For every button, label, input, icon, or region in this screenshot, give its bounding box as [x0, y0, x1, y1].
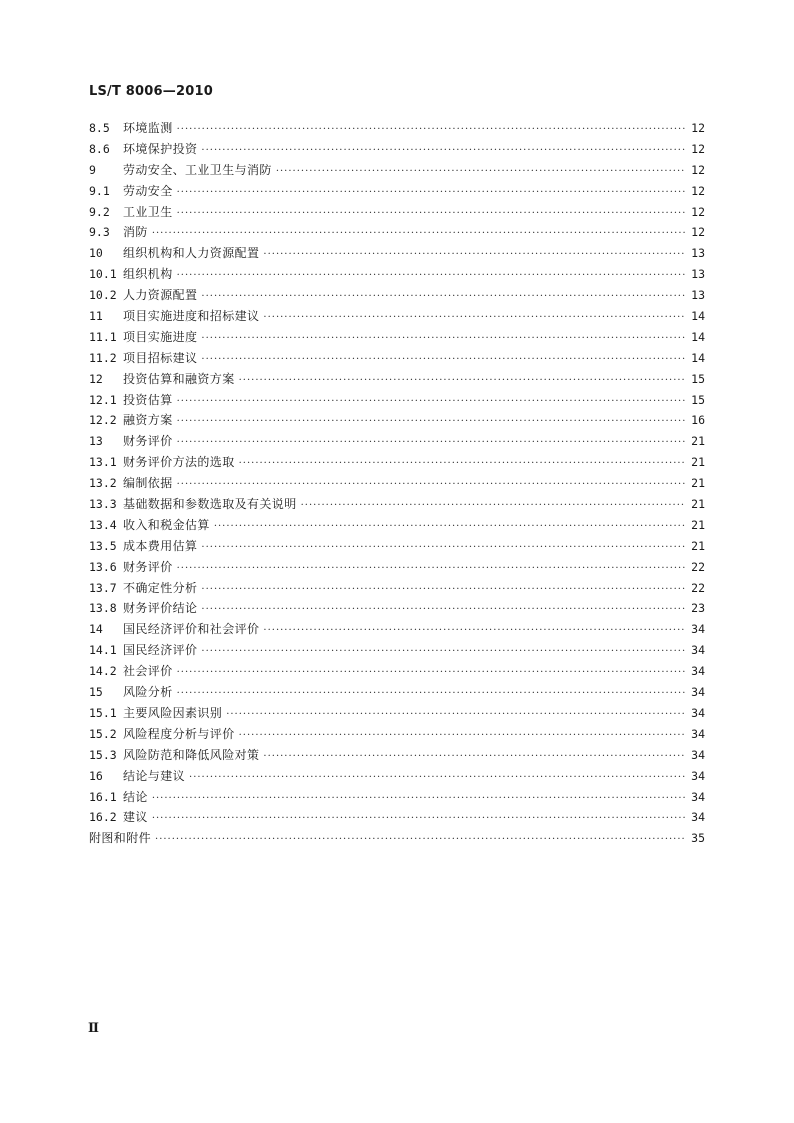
toc-entry[interactable]	[89, 766, 705, 787]
toc-entry[interactable]	[89, 306, 705, 327]
toc-entry-number: 14	[89, 622, 103, 637]
toc-entry[interactable]	[89, 181, 705, 202]
toc-entry-title: 项目招标建议	[123, 350, 198, 365]
toc-entry-title: 组织机构	[123, 267, 173, 282]
toc-entry-page: 34	[691, 726, 705, 741]
toc-dot-leader	[177, 663, 685, 684]
toc-entry[interactable]	[89, 598, 705, 619]
toc-entry-page: 34	[691, 810, 705, 825]
toc-entry-title: 风险分析	[123, 685, 173, 700]
table-of-contents	[89, 118, 705, 849]
toc-entry-page: 21	[691, 497, 705, 512]
toc-entry-title: 人力资源配置	[123, 288, 198, 303]
toc-entry-page: 13	[691, 246, 705, 261]
toc-entry-number: 13.8	[89, 601, 117, 616]
toc-entry-title: 投资估算和融资方案	[123, 371, 235, 386]
toc-entry-number: 15.1	[89, 705, 117, 720]
toc-entry-page: 16	[691, 413, 705, 428]
toc-entry[interactable]	[89, 243, 705, 264]
toc-dot-leader	[177, 204, 685, 225]
toc-dot-leader	[177, 559, 685, 580]
toc-entry[interactable]	[89, 619, 705, 640]
toc-entry-number: 9	[89, 162, 96, 177]
toc-entry-page: 34	[691, 643, 705, 658]
toc-entry-number: 12.1	[89, 392, 117, 407]
toc-entry-number: 16.2	[89, 810, 117, 825]
toc-entry[interactable]	[89, 724, 705, 745]
toc-entry-title: 风险程度分析与评价	[123, 726, 235, 741]
toc-dot-leader	[177, 266, 685, 287]
toc-entry-title: 主要风险因素识别	[123, 705, 223, 720]
toc-entry[interactable]	[89, 473, 705, 494]
toc-entry[interactable]	[89, 348, 705, 369]
toc-entry-number: 10	[89, 246, 103, 261]
toc-dot-leader	[177, 412, 685, 433]
toc-dot-leader	[239, 454, 685, 475]
toc-entry[interactable]	[89, 139, 705, 160]
toc-entry-title: 项目实施进度	[123, 329, 198, 344]
toc-entry-page: 12	[691, 225, 705, 240]
toc-entry-page: 15	[691, 392, 705, 407]
toc-entry[interactable]	[89, 369, 705, 390]
toc-entry-number: 9.2	[89, 204, 110, 219]
toc-entry-page: 14	[691, 329, 705, 344]
toc-entry[interactable]	[89, 578, 705, 599]
toc-entry-title: 组织机构和人力资源配置	[123, 246, 260, 261]
toc-entry-page: 13	[691, 288, 705, 303]
toc-entry-number: 8.5	[89, 121, 110, 135]
toc-entry-number: 13.6	[89, 559, 117, 574]
toc-entry-page: 12	[691, 162, 705, 177]
toc-entry-title: 国民经济评价	[123, 643, 198, 658]
toc-entry-number: 11.1	[89, 329, 117, 344]
toc-entry-page: 34	[691, 789, 705, 804]
toc-entry-title: 附图和附件	[89, 831, 152, 846]
toc-entry-page: 21	[691, 538, 705, 553]
toc-entry-number: 11.2	[89, 350, 117, 365]
toc-entry-title: 劳动安全、工业卫生与消防	[123, 162, 272, 177]
toc-entry[interactable]	[89, 390, 705, 411]
toc-entry-number: 13.1	[89, 455, 117, 470]
toc-dot-leader	[152, 809, 685, 830]
toc-entry-page: 34	[691, 622, 705, 637]
toc-dot-leader	[201, 642, 685, 663]
toc-entry[interactable]	[89, 431, 705, 452]
toc-entry-number: 13	[89, 434, 103, 449]
toc-entry-page: 12	[691, 121, 705, 135]
toc-entry-page: 12	[691, 141, 705, 156]
toc-dot-leader	[201, 538, 685, 559]
toc-entry-number: 16	[89, 768, 103, 783]
toc-entry-number: 15	[89, 685, 103, 700]
toc-entry[interactable]	[89, 745, 705, 766]
toc-entry-number: 10.2	[89, 288, 117, 303]
toc-entry-page: 15	[691, 371, 705, 386]
toc-dot-leader	[201, 580, 685, 601]
toc-entry-title: 环境监测	[123, 121, 173, 135]
toc-dot-leader	[189, 768, 685, 789]
toc-entry-number: 13.2	[89, 476, 117, 491]
toc-dot-leader	[263, 308, 685, 329]
toc-entry[interactable]	[89, 703, 705, 724]
toc-dot-leader	[301, 496, 685, 517]
toc-entry-title: 结论与建议	[123, 768, 186, 783]
toc-entry-title: 社会评价	[123, 664, 173, 679]
toc-entry-page: 22	[691, 559, 705, 574]
toc-entry-number: 10.1	[89, 267, 117, 282]
toc-dot-leader	[177, 475, 685, 496]
toc-entry-title: 财务评价	[123, 434, 173, 449]
toc-entry-number: 14.1	[89, 643, 117, 658]
toc-dot-leader	[177, 684, 685, 705]
toc-entry-title: 财务评价	[123, 559, 173, 574]
toc-entry-number: 13.3	[89, 497, 117, 512]
toc-entry[interactable]	[89, 452, 705, 473]
toc-entry-page: 21	[691, 434, 705, 449]
toc-entry-number: 12	[89, 371, 103, 386]
toc-dot-leader	[177, 392, 685, 413]
toc-entry[interactable]	[89, 222, 705, 243]
toc-dot-leader	[201, 350, 685, 371]
toc-entry-title: 不确定性分析	[123, 580, 198, 595]
toc-entry-title: 收入和税金估算	[123, 517, 210, 532]
toc-dot-leader	[177, 433, 685, 454]
toc-entry-page: 14	[691, 309, 705, 324]
toc-entry-page: 14	[691, 350, 705, 365]
toc-entry[interactable]	[89, 264, 705, 285]
toc-entry-page: 34	[691, 747, 705, 762]
toc-entry-page: 12	[691, 204, 705, 219]
toc-entry-number: 15.3	[89, 747, 117, 762]
toc-entry-title: 融资方案	[123, 413, 173, 428]
toc-dot-leader	[155, 830, 685, 851]
page-number-footer: Ⅱ	[88, 1021, 99, 1036]
toc-entry-title: 工业卫生	[123, 204, 173, 219]
toc-entry[interactable]	[89, 285, 705, 306]
toc-dot-leader	[276, 162, 685, 183]
toc-entry-title: 财务评价结论	[123, 601, 198, 616]
toc-dot-leader	[214, 517, 685, 538]
toc-entry-title: 劳动安全	[123, 183, 173, 198]
toc-dot-leader	[226, 705, 685, 726]
toc-entry-number: 9.3	[89, 225, 110, 240]
toc-entry-title: 国民经济评价和社会评价	[123, 622, 260, 637]
toc-entry-title: 项目实施进度和招标建议	[123, 309, 260, 324]
toc-entry-title: 消防	[123, 225, 148, 240]
toc-entry-title: 编制依据	[123, 476, 173, 491]
toc-entry-number: 13.5	[89, 538, 117, 553]
toc-entry-title: 结论	[123, 789, 148, 804]
toc-entry-title: 投资估算	[123, 392, 173, 407]
toc-dot-leader	[201, 600, 685, 621]
toc-entry-page: 34	[691, 705, 705, 720]
toc-entry-page: 23	[691, 601, 705, 616]
toc-entry-number: 11	[89, 309, 103, 324]
toc-entry-page: 21	[691, 455, 705, 470]
toc-entry-page: 22	[691, 580, 705, 595]
toc-entry[interactable]	[89, 494, 705, 515]
toc-entry[interactable]	[89, 536, 705, 557]
toc-entry-page: 34	[691, 685, 705, 700]
toc-entry-number: 8.6	[89, 141, 110, 156]
toc-entry-title: 成本费用估算	[123, 538, 198, 553]
toc-entry[interactable]	[89, 661, 705, 682]
toc-entry-page: 21	[691, 517, 705, 532]
toc-entry-page: 34	[691, 768, 705, 783]
toc-dot-leader	[177, 120, 685, 141]
toc-dot-leader	[152, 789, 685, 810]
toc-entry[interactable]	[89, 515, 705, 536]
toc-entry-page: 12	[691, 183, 705, 198]
toc-entry-title: 基础数据和参数选取及有关说明	[123, 497, 297, 512]
toc-entry[interactable]	[89, 807, 705, 828]
toc-dot-leader	[263, 747, 685, 768]
toc-entry-title: 环境保护投资	[123, 141, 198, 156]
toc-dot-leader	[239, 726, 685, 747]
toc-entry-title: 风险防范和降低风险对策	[123, 747, 260, 762]
toc-entry-page: 13	[691, 267, 705, 282]
toc-entry-title: 建议	[123, 810, 148, 825]
toc-entry[interactable]	[89, 828, 705, 849]
toc-dot-leader	[263, 245, 685, 266]
toc-entry[interactable]	[89, 682, 705, 703]
toc-entry[interactable]	[89, 557, 705, 578]
toc-entry[interactable]	[89, 787, 705, 808]
toc-entry[interactable]	[89, 410, 705, 431]
toc-dot-leader	[239, 371, 685, 392]
toc-entry-number: 9.1	[89, 183, 110, 198]
toc-entry[interactable]	[89, 160, 705, 181]
toc-entry-number: 14.2	[89, 664, 117, 679]
toc-entry-page: 34	[691, 664, 705, 679]
toc-entry-page: 21	[691, 476, 705, 491]
toc-dot-leader	[201, 329, 685, 350]
toc-entry-number: 13.7	[89, 580, 117, 595]
toc-entry-title: 财务评价方法的选取	[123, 455, 235, 470]
toc-entry[interactable]	[89, 640, 705, 661]
toc-dot-leader	[263, 621, 685, 642]
toc-entry-page: 35	[691, 831, 705, 846]
toc-dot-leader	[201, 287, 685, 308]
toc-entry-number: 16.1	[89, 789, 117, 804]
standard-code-header: LS/T 8006—2010	[89, 84, 213, 99]
toc-dot-leader	[201, 141, 685, 162]
toc-entry-number: 15.2	[89, 726, 117, 741]
toc-entry[interactable]	[89, 118, 705, 139]
toc-dot-leader	[177, 183, 685, 204]
toc-entry-number: 13.4	[89, 517, 117, 532]
toc-entry[interactable]	[89, 202, 705, 223]
toc-dot-leader	[152, 224, 685, 245]
toc-entry[interactable]	[89, 327, 705, 348]
toc-entry-number: 12.2	[89, 413, 117, 428]
